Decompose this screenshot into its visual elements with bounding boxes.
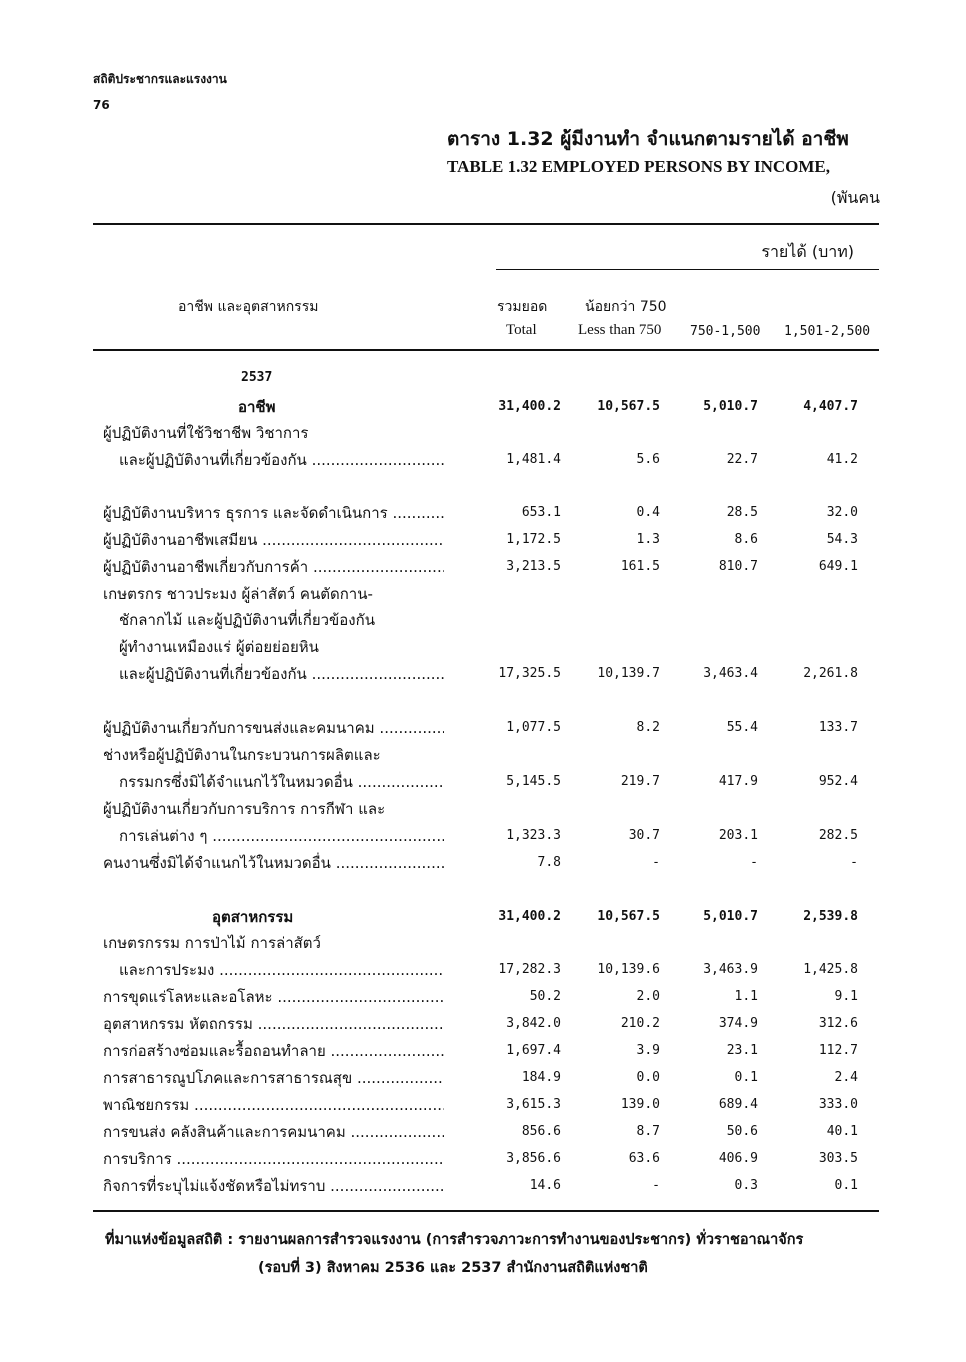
row-label: ผู้ปฏิบัติงานบริหาร ธุรการ และจัดดำเนินการ ..... xyxy=(103,501,444,525)
col-total-thai: รวมยอด xyxy=(497,299,548,315)
top-rule xyxy=(93,223,879,225)
cell-1501-2500: 2,539.8 xyxy=(803,909,858,924)
cell-total: 14.6 xyxy=(529,1178,561,1193)
cell-lt750: 10,139.6 xyxy=(597,962,660,977)
cell-lt750: 3.9 xyxy=(636,1043,660,1058)
cell-750-1500: 23.1 xyxy=(726,1043,758,1058)
section-label-industry: อุตสาหกรรม xyxy=(212,908,294,926)
cell-lt750: 63.6 xyxy=(628,1151,660,1166)
cell-lt750: 8.7 xyxy=(636,1124,660,1139)
cell-1501-2500: 649.1 xyxy=(818,559,858,574)
cell-total: 3,842.0 xyxy=(506,1016,561,1031)
table-row xyxy=(0,1066,966,1090)
table-title-thai: ตาราง 1.32 ผู้มีงานทำ จำแนกตามรายได้ อาชีพ xyxy=(447,128,849,150)
row-label: และผู้ปฏิบัติงานที่เกี่ยวข้องกัน ..... xyxy=(119,448,444,472)
cell-1501-2500: 54.3 xyxy=(826,532,858,547)
cell-total: 17,282.3 xyxy=(498,962,561,977)
cell-total: 1,481.4 xyxy=(506,452,561,467)
table-row-label-line xyxy=(0,931,966,955)
cell-1501-2500: 1,425.8 xyxy=(803,962,858,977)
cell-1501-2500: 41.2 xyxy=(826,452,858,467)
cell-total: 50.2 xyxy=(529,989,561,1004)
stub-heading: อาชีพ และอุตสาหกรรม xyxy=(178,299,319,315)
row-label: การขุดแร่โลหะและอโลหะ ..... xyxy=(103,985,444,1009)
row-label: ช่างหรือผู้ปฏิบัติงานในกระบวนการผลิตและ xyxy=(103,746,381,764)
table-row xyxy=(0,958,966,982)
cell-total: 3,615.3 xyxy=(506,1097,561,1112)
row-label: และการประมง ..... xyxy=(119,958,444,982)
row-label: ผู้ปฏิบัติงานเกี่ยวกับการขนส่งและคมนาคม ..... xyxy=(103,716,444,740)
cell-total: 3,856.6 xyxy=(506,1151,561,1166)
cell-lt750: 0.0 xyxy=(636,1070,660,1085)
row-label: ผู้ปฏิบัติงานเกี่ยวกับการบริการ การกีฬา และ xyxy=(103,800,386,818)
col-1501-2500: 1,501-2,500 xyxy=(784,324,871,339)
table-row xyxy=(0,985,966,1009)
source-note-line2: (รอบที่ 3) สิงหาคม 2536 และ 2537 สำนักงานสถิติแห่งชาติ xyxy=(258,1260,648,1276)
cell-lt750: - xyxy=(652,855,660,870)
cell-total: 1,172.5 xyxy=(506,532,561,547)
cell-1501-2500: 40.1 xyxy=(826,1124,858,1139)
page-number: 76 xyxy=(93,98,110,112)
cell-1501-2500: 133.7 xyxy=(818,720,858,735)
cell-lt750: - xyxy=(652,1178,660,1193)
cell-750-1500: 50.6 xyxy=(726,1124,758,1139)
row-label: อุตสาหกรรม หัตถกรรม ..... xyxy=(103,1012,444,1036)
cell-lt750: 210.2 xyxy=(620,1016,660,1031)
cell-total: 3,213.5 xyxy=(506,559,561,574)
cell-lt750: 30.7 xyxy=(628,828,660,843)
row-label: กรรมกรซึ่งมิได้จำแนกไว้ในหมวดอื่น ..... xyxy=(119,770,444,794)
cell-750-1500: 689.4 xyxy=(718,1097,758,1112)
cell-750-1500: 203.1 xyxy=(718,828,758,843)
row-label: ชักลากไม้ และผู้ปฏิบัติงานที่เกี่ยวข้องกัน xyxy=(119,611,375,629)
cell-lt750: 2.0 xyxy=(636,989,660,1004)
source-note-line1: ที่มาแห่งข้อมูลสถิติ : รายงานผลการสำรวจแรงงาน (การสำรวจภาวะการทำงานของประชากร) ทั่วราชอาณาจักร xyxy=(105,1232,804,1248)
row-label: ผู้ทำงานเหมืองแร่ ผู้ต่อยย่อยหิน xyxy=(119,638,319,656)
year-label: 2537 xyxy=(241,370,273,385)
cell-lt750: 5.6 xyxy=(636,452,660,467)
cell-total: 5,145.5 xyxy=(506,774,561,789)
row-label: การก่อสร้างซ่อมและรื้อถอนทำลาย ..... xyxy=(103,1039,444,1063)
cell-total: 31,400.2 xyxy=(498,399,561,414)
cell-total: 17,325.5 xyxy=(498,666,561,681)
table-row xyxy=(0,1012,966,1036)
cell-1501-2500: 32.0 xyxy=(826,505,858,520)
col-lt750-english: Less than 750 xyxy=(578,322,662,338)
table-row xyxy=(0,851,966,875)
table-row xyxy=(0,1147,966,1171)
table-row xyxy=(0,824,966,848)
cell-750-1500: 1.1 xyxy=(734,989,758,1004)
cell-1501-2500: 2,261.8 xyxy=(803,666,858,681)
book-title: สถิติประชากรและแรงงาน xyxy=(93,72,227,86)
table-row-label-line xyxy=(0,421,966,445)
table-row xyxy=(0,555,966,579)
table-row xyxy=(0,770,966,794)
row-label: การขนส่ง คลังสินค้าและการคมนาคม ..... xyxy=(103,1120,444,1144)
col-750-1500: 750-1,500 xyxy=(690,324,761,339)
bottom-rule xyxy=(93,1210,879,1212)
cell-total: 184.9 xyxy=(521,1070,561,1085)
header-bottom-rule xyxy=(93,349,879,351)
row-label: ผู้ปฏิบัติงานที่ใช้วิชาชีพ วิชาการ xyxy=(103,424,309,442)
cell-total: 1,323.3 xyxy=(506,828,561,843)
table-row xyxy=(0,1174,966,1198)
cell-1501-2500: 333.0 xyxy=(818,1097,858,1112)
table-title-english: TABLE 1.32 EMPLOYED PERSONS BY INCOME, xyxy=(447,157,831,176)
cell-1501-2500: 9.1 xyxy=(834,989,858,1004)
cell-total: 653.1 xyxy=(521,505,561,520)
cell-750-1500: 8.6 xyxy=(734,532,758,547)
income-group-label: รายได้ (บาท) xyxy=(761,242,854,261)
cell-750-1500: 417.9 xyxy=(718,774,758,789)
cell-750-1500: 406.9 xyxy=(718,1151,758,1166)
cell-750-1500: 5,010.7 xyxy=(703,909,758,924)
cell-750-1500: 374.9 xyxy=(718,1016,758,1031)
cell-750-1500: 3,463.9 xyxy=(703,962,758,977)
section-label-occupation: อาชีพ xyxy=(238,398,276,416)
cell-750-1500: 22.7 xyxy=(726,452,758,467)
unit-label: (พันคน xyxy=(830,188,880,207)
cell-1501-2500: 282.5 xyxy=(818,828,858,843)
row-label: เกษตรกร ชาวประมง ผู้ล่าสัตว์ คนตัดกาน- xyxy=(103,585,373,603)
cell-750-1500: 3,463.4 xyxy=(703,666,758,681)
income-group-rule xyxy=(496,269,879,270)
row-label: ผู้ปฏิบัติงานอาชีพเสมียน ..... xyxy=(103,528,444,552)
cell-lt750: 1.3 xyxy=(636,532,660,547)
cell-lt750: 0.4 xyxy=(636,505,660,520)
cell-total: 856.6 xyxy=(521,1124,561,1139)
cell-750-1500: 0.1 xyxy=(734,1070,758,1085)
cell-lt750: 219.7 xyxy=(620,774,660,789)
table-row-label-line xyxy=(0,797,966,821)
cell-750-1500: 28.5 xyxy=(726,505,758,520)
cell-total: 7.8 xyxy=(537,855,561,870)
cell-750-1500: 810.7 xyxy=(718,559,758,574)
cell-750-1500: 5,010.7 xyxy=(703,399,758,414)
table-row xyxy=(0,448,966,472)
table-row xyxy=(0,905,966,929)
cell-total: 31,400.2 xyxy=(498,909,561,924)
cell-750-1500: 0.3 xyxy=(734,1178,758,1193)
table-row xyxy=(0,528,966,552)
cell-lt750: 10,139.7 xyxy=(597,666,660,681)
row-label: และผู้ปฏิบัติงานที่เกี่ยวข้องกัน ..... xyxy=(119,662,444,686)
cell-lt750: 8.2 xyxy=(636,720,660,735)
row-label: ผู้ปฏิบัติงานอาชีพเกี่ยวกับการค้า ..... xyxy=(103,555,444,579)
cell-1501-2500: 312.6 xyxy=(818,1016,858,1031)
cell-1501-2500: 303.5 xyxy=(818,1151,858,1166)
table-row-label-line xyxy=(0,743,966,767)
cell-lt750: 10,567.5 xyxy=(597,399,660,414)
cell-1501-2500: 952.4 xyxy=(818,774,858,789)
row-label: เกษตรกรรม การป่าไม้ การล่าสัตว์ xyxy=(103,934,321,952)
cell-1501-2500: 2.4 xyxy=(834,1070,858,1085)
cell-750-1500: 55.4 xyxy=(726,720,758,735)
table-row xyxy=(0,1039,966,1063)
col-lt750-thai: น้อยกว่า 750 xyxy=(585,299,667,315)
table-row-label-line xyxy=(0,582,966,606)
cell-1501-2500: 4,407.7 xyxy=(803,399,858,414)
table-row xyxy=(0,501,966,525)
row-label: การเล่นต่าง ๆ ..... xyxy=(119,824,444,848)
cell-1501-2500: - xyxy=(850,855,858,870)
row-label: การบริการ ..... xyxy=(103,1147,444,1171)
cell-1501-2500: 0.1 xyxy=(834,1178,858,1193)
table-row-label-line xyxy=(0,635,966,659)
cell-total: 1,077.5 xyxy=(506,720,561,735)
cell-lt750: 161.5 xyxy=(620,559,660,574)
cell-750-1500: - xyxy=(750,855,758,870)
row-label: การสาธารณูปโภคและการสาธารณสุข ..... xyxy=(103,1066,444,1090)
table-row xyxy=(0,716,966,740)
cell-total: 1,697.4 xyxy=(506,1043,561,1058)
cell-1501-2500: 112.7 xyxy=(818,1043,858,1058)
cell-lt750: 139.0 xyxy=(620,1097,660,1112)
row-label: คนงานซึ่งมิได้จำแนกไว้ในหมวดอื่น ..... xyxy=(103,851,444,875)
cell-lt750: 10,567.5 xyxy=(597,909,660,924)
table-row-label-line xyxy=(0,608,966,632)
table-row xyxy=(0,1120,966,1144)
table-row xyxy=(0,395,966,419)
row-label: พาณิชยกรรม ..... xyxy=(103,1093,444,1117)
table-row xyxy=(0,1093,966,1117)
col-total-english: Total xyxy=(506,322,537,338)
table-row xyxy=(0,662,966,686)
row-label: กิจการที่ระบุไม่แจ้งชัดหรือไม่ทราบ ..... xyxy=(103,1174,444,1198)
